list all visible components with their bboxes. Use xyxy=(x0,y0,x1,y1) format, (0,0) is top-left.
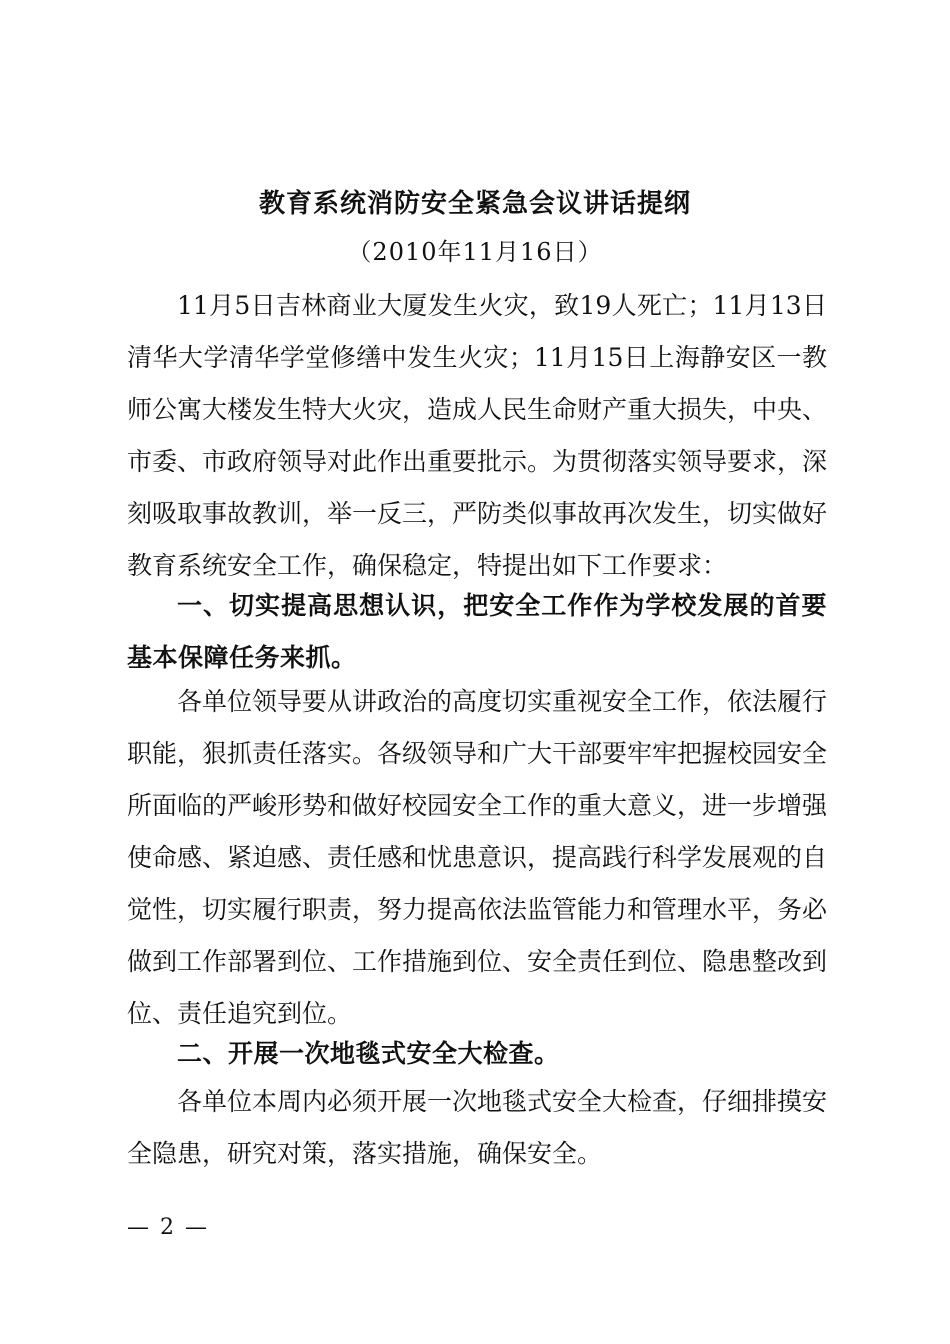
document-title: 教育系统消防安全紧急会议讲话提纲 xyxy=(258,189,691,219)
section-heading-2: 二、开展一次地毯式安全大检查。 xyxy=(177,1039,560,1068)
section-body-1: 各单位领导要从讲政治的高度切实重视安全工作，依法履行职能，狠抓责任落实。各级领导和广大干部要牢牢把握校园安全所面临的严峻形势和做好校园安全工作的重大意义，进一步增强使命感、紧迫感、责任感和忧患意识，提高践行科学发展观的自觉性，切实履行职责，努力提高依法监管能力和管理水平，务必做到工作部署到位、工作措施到位、安全责任到位、隐患整改到位、责任追究到位。 xyxy=(127,687,828,1028)
section-heading-1: 一、切实提高思想认识，把安全工作作为学校发展的首要基本保障任务来抓。 xyxy=(127,591,827,672)
intro-paragraph: 11月5日吉林商业大厦发生火灾，致19人死亡；11月13日清华大学清华学堂修缮中发生火灾；11月15日上海静安区一教师公寓大楼发生特大火灾，造成人民生命财产重大损失，中央、市委、市政府领导对此作出重要批示。为贯彻落实领导要求，深刻吸取事故教训，举一反三，严防类似事故再次发生，切实做好教育系统安全工作，确保稳定，特提出如下工作要求： xyxy=(127,291,828,580)
page-number: — 2 — xyxy=(127,1215,209,1240)
document-date: （2010年11月16日） xyxy=(347,238,603,266)
section-body-2: 各单位本周内必须开展一次地毯式安全大检查，仔细排摸安全隐患，研究对策，落实措施，确保安全。 xyxy=(127,1087,828,1168)
